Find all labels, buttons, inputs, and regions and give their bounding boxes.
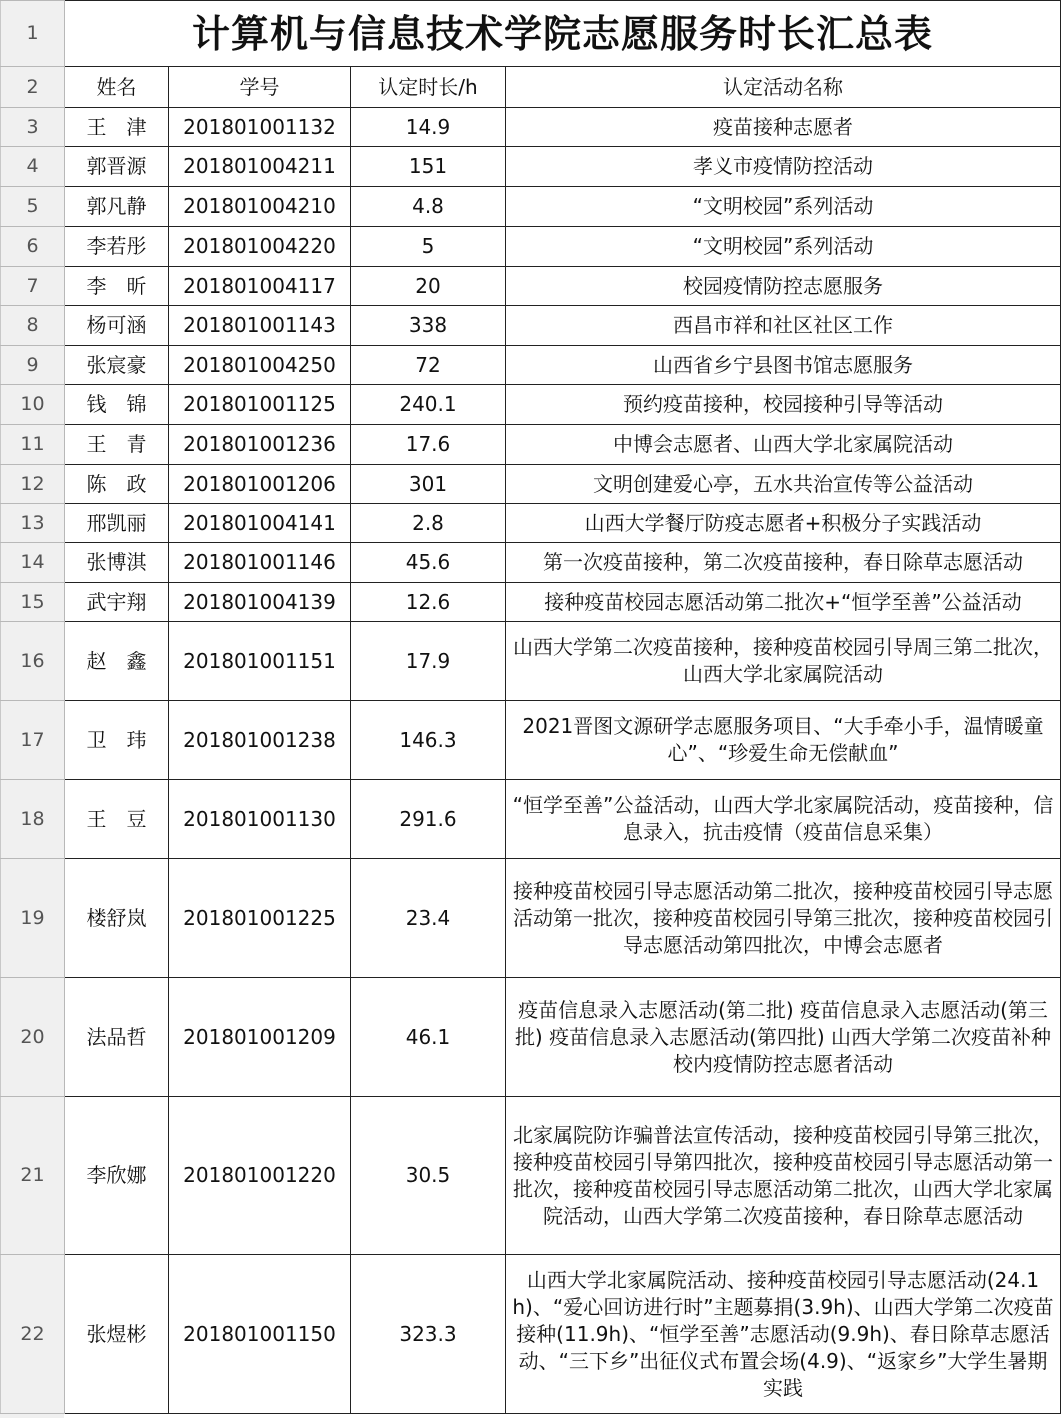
row-header[interactable]: 13 [1,504,65,543]
row-header[interactable]: 2 [1,67,65,108]
row-header[interactable]: 4 [1,147,65,187]
cell-student-id[interactable]: 201801001143 [169,306,351,346]
cell-hours[interactable]: 45.6 [351,543,506,583]
cell-activity[interactable]: 孝义市疫情防控活动 [506,147,1061,187]
table-row [1,978,1061,1097]
table-row [1,583,1061,622]
row-header[interactable]: 1 [1,1,65,67]
cell-hours[interactable]: 5 [351,227,506,267]
cell-student-id[interactable]: 201801004117 [169,267,351,306]
cell-hours[interactable]: 14.9 [351,108,506,147]
cell-hours[interactable]: 12.6 [351,583,506,622]
table-row [1,346,1061,385]
cell-hours[interactable]: 240.1 [351,385,506,425]
cell-hours[interactable]: 46.1 [351,978,506,1097]
cell-hours[interactable]: 291.6 [351,780,506,859]
cell-name[interactable]: 李欣娜 [65,1097,169,1255]
cell-student-id[interactable]: 201801001130 [169,780,351,859]
row-header[interactable]: 7 [1,267,65,306]
row-header[interactable]: 22 [1,1255,65,1414]
cell-activity[interactable]: 文明创建爱心亭，五水共治宣传等公益活动 [506,465,1061,504]
table-row [1,147,1061,187]
cell-student-id[interactable]: 201801004220 [169,227,351,267]
row-header[interactable]: 9 [1,346,65,385]
cell-activity[interactable]: 校园疫情防控志愿服务 [506,267,1061,306]
row-header[interactable]: 21 [1,1097,65,1255]
table-row [1,622,1061,701]
row-header[interactable]: 16 [1,622,65,701]
sheet-body [1,1,1061,1414]
cell-hours[interactable]: 72 [351,346,506,385]
table-row [1,425,1061,465]
cell-activity[interactable]: 疫苗信息录入志愿活动(第二批) 疫苗信息录入志愿活动(第三批) 疫苗信息录入志愿活动(第四批) 山西大学第二次疫苗补种 校内疫情防控志愿者活动 [506,978,1061,1097]
cell-name[interactable]: 王 豆 [65,780,169,859]
cell-activity[interactable]: “文明校园”系列活动 [506,187,1061,227]
cell-activity[interactable]: 中博会志愿者、山西大学北家属院活动 [506,425,1061,465]
table-row [1,108,1061,147]
table-row [1,1097,1061,1255]
table-row [1,385,1061,425]
row-header[interactable]: 12 [1,465,65,504]
cell-hours[interactable]: 338 [351,306,506,346]
cell-student-id[interactable]: 201801001125 [169,385,351,425]
row-header[interactable]: 6 [1,227,65,267]
cell-hours[interactable]: 30.5 [351,1097,506,1255]
sheet-title[interactable]: 计算机与信息技术学院志愿服务时长汇总表 [65,1,1061,67]
cell-hours[interactable]: 23.4 [351,859,506,978]
row-header[interactable]: 3 [1,108,65,147]
row-header[interactable]: 17 [1,701,65,780]
header-hours[interactable]: 认定时长/h [351,67,506,108]
cell-name[interactable]: 张博淇 [65,543,169,583]
cell-name[interactable]: 王 津 [65,108,169,147]
cell-name[interactable]: 赵 鑫 [65,622,169,701]
cell-name[interactable]: 武宇翔 [65,583,169,622]
cell-name[interactable]: 杨可涵 [65,306,169,346]
row-header[interactable]: 5 [1,187,65,227]
cell-activity[interactable]: 预约疫苗接种，校园接种引导等活动 [506,385,1061,425]
cell-student-id[interactable]: 201801001146 [169,543,351,583]
table-row [1,465,1061,504]
cell-name[interactable]: 郭凡静 [65,187,169,227]
cell-hours[interactable]: 17.9 [351,622,506,701]
cell-activity[interactable]: 疫苗接种志愿者 [506,108,1061,147]
cell-activity[interactable]: 山西大学北家属院活动、接种疫苗校园引导志愿活动(24.1h)、“爱心回访进行时”主题募捐(3.9h)、山西大学第二次疫苗接种(11.9h)、“恒学至善”志愿活动(9.9h)、春日除草志愿活动、“三下乡”出征仪式布置会场(4.9)、“返家乡”大学生暑期实践 [506,1255,1061,1414]
header-student-id[interactable]: 学号 [169,67,351,108]
cell-student-id[interactable]: 201801001238 [169,701,351,780]
cell-hours[interactable]: 151 [351,147,506,187]
header-activity[interactable]: 认定活动名称 [506,67,1061,108]
cell-activity[interactable]: 北家属院防诈骗普法宣传活动，接种疫苗校园引导第三批次，接种疫苗校园引导第四批次，接种疫苗校园引导志愿活动第一批次，接种疫苗校园引导志愿活动第二批次，山西大学北家属院活动，山西大学第二次疫苗接种，春日除草志愿活动 [506,1097,1061,1255]
cell-hours[interactable]: 323.3 [351,1255,506,1414]
table-row [1,701,1061,780]
row-header[interactable]: 20 [1,978,65,1097]
cell-student-id[interactable]: 201801001209 [169,978,351,1097]
cell-name[interactable]: 楼舒岚 [65,859,169,978]
cell-activity[interactable]: 接种疫苗校园引导志愿活动第二批次，接种疫苗校园引导志愿活动第一批次，接种疫苗校园引导第三批次，接种疫苗校园引导志愿活动第四批次，中博会志愿者 [506,859,1061,978]
table-row [1,267,1061,306]
table-row [1,859,1061,978]
cell-hours[interactable]: 20 [351,267,506,306]
cell-name[interactable]: 法品哲 [65,978,169,1097]
cell-student-id[interactable]: 201801001236 [169,425,351,465]
table-row [1,504,1061,543]
table-row [1,543,1061,583]
table-row [1,187,1061,227]
cell-student-id[interactable]: 201801001225 [169,859,351,978]
cell-name[interactable]: 钱 锦 [65,385,169,425]
cell-hours[interactable]: 17.6 [351,425,506,465]
header-row [1,67,1061,108]
cell-student-id[interactable]: 201801001150 [169,1255,351,1414]
cell-activity[interactable]: “恒学至善”公益活动，山西大学北家属院活动，疫苗接种，信息录入，抗击疫情（疫苗信息采集） [506,780,1061,859]
cell-student-id[interactable]: 201801004211 [169,147,351,187]
cell-hours[interactable]: 301 [351,465,506,504]
cell-activity[interactable]: “文明校园”系列活动 [506,227,1061,267]
cell-activity[interactable]: 接种疫苗校园志愿活动第二批次+“恒学至善”公益活动 [506,583,1061,622]
cell-name[interactable]: 陈 政 [65,465,169,504]
cell-name[interactable]: 李若彤 [65,227,169,267]
row-header[interactable]: 19 [1,859,65,978]
cell-hours[interactable]: 2.8 [351,504,506,543]
table-row [1,780,1061,859]
cell-name[interactable]: 卫 玮 [65,701,169,780]
row-header[interactable]: 14 [1,543,65,583]
cell-activity[interactable]: 西昌市祥和社区社区工作 [506,306,1061,346]
cell-name[interactable]: 王 青 [65,425,169,465]
cell-student-id[interactable]: 201801004210 [169,187,351,227]
cell-name[interactable]: 李 昕 [65,267,169,306]
table-row [1,227,1061,267]
cell-activity[interactable]: 山西大学第二次疫苗接种，接种疫苗校园引导周三第二批次，山西大学北家属院活动 [506,622,1061,701]
cell-hours[interactable]: 146.3 [351,701,506,780]
cell-hours[interactable]: 4.8 [351,187,506,227]
cell-student-id[interactable]: 201801004139 [169,583,351,622]
cell-name[interactable]: 张煜彬 [65,1255,169,1414]
title-row [1,1,1061,67]
cell-name[interactable]: 邢凯丽 [65,504,169,543]
row-header[interactable]: 18 [1,780,65,859]
cell-student-id[interactable]: 201801001151 [169,622,351,701]
table-row [1,1255,1061,1414]
cell-student-id[interactable]: 201801001220 [169,1097,351,1255]
row-header[interactable]: 8 [1,306,65,346]
cell-name[interactable]: 张宸豪 [65,346,169,385]
cell-student-id[interactable]: 201801001132 [169,108,351,147]
row-header[interactable]: 11 [1,425,65,465]
next-row-header-stub [0,1413,64,1418]
cell-activity[interactable]: 2021晋图文源研学志愿服务项目、“大手牵小手，温情暖童心”、“珍爱生命无偿献血” [506,701,1061,780]
cell-student-id[interactable]: 201801001206 [169,465,351,504]
row-header[interactable]: 10 [1,385,65,425]
cell-activity[interactable]: 第一次疫苗接种，第二次疫苗接种，春日除草志愿活动 [506,543,1061,583]
header-name[interactable]: 姓名 [65,67,169,108]
table-row [1,306,1061,346]
row-header[interactable]: 15 [1,583,65,622]
cell-name[interactable]: 郭晋源 [65,147,169,187]
cell-student-id[interactable]: 201801004141 [169,504,351,543]
cell-activity[interactable]: 山西大学餐厅防疫志愿者+积极分子实践活动 [506,504,1061,543]
cell-activity[interactable]: 山西省乡宁县图书馆志愿服务 [506,346,1061,385]
cell-student-id[interactable]: 201801004250 [169,346,351,385]
